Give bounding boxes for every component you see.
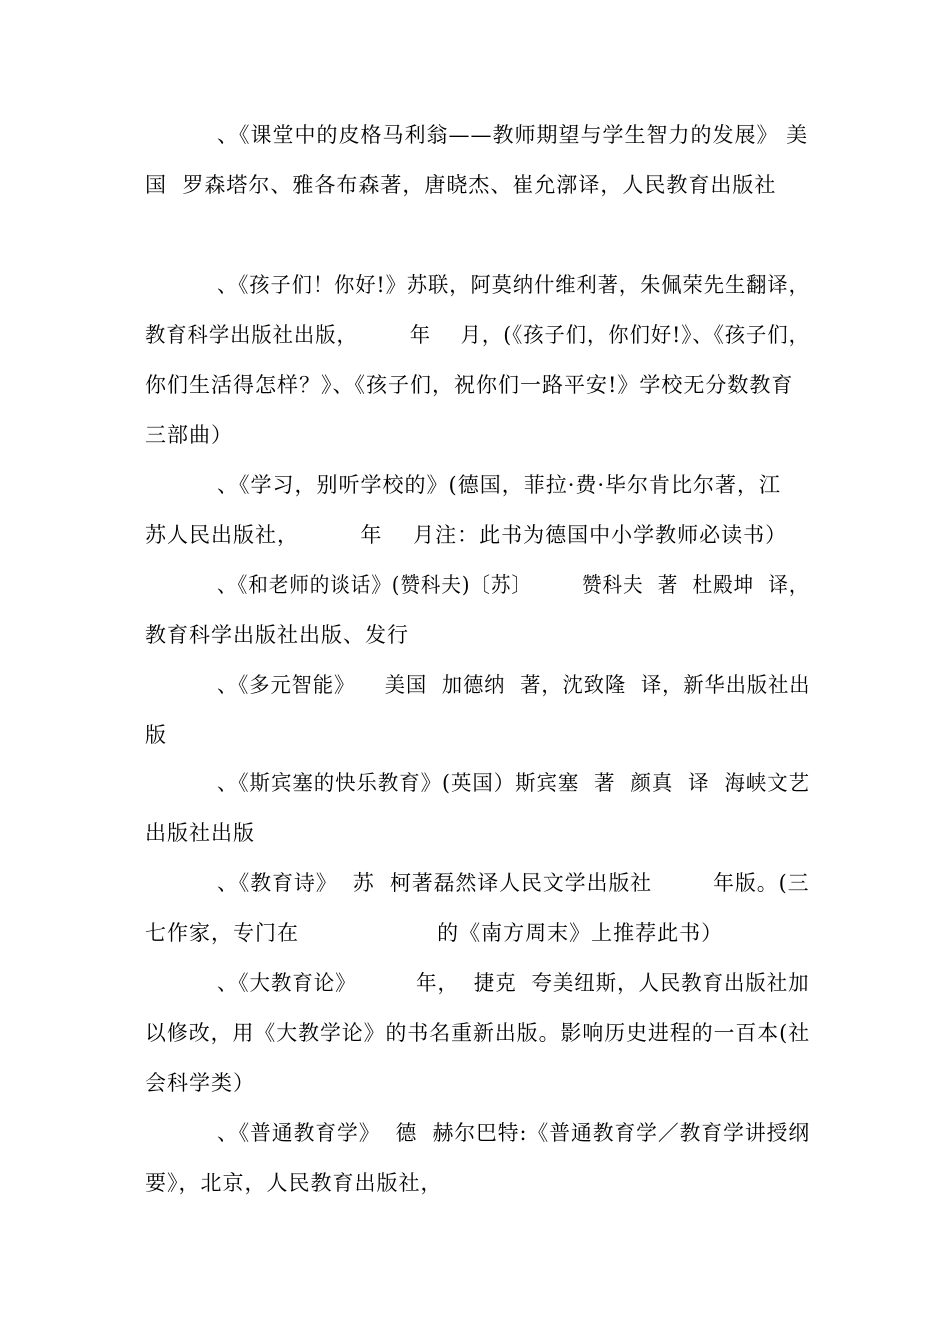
entry-line: 苏人民出版社， 年 月注：此书为德国中小学教师必读书） <box>145 523 788 547</box>
entry-line: 、《大教育论》 年， 捷克 夸美纽斯，人民教育出版社加 <box>217 971 810 995</box>
entry-line: 、《孩子们！你好!》苏联，阿莫纳什维利著，朱佩荣先生翻译， <box>217 273 810 297</box>
entry-line: 、《课堂中的皮格马利翁——教师期望与学生智力的发展》 美 <box>217 123 809 147</box>
entry-line: 教育科学出版社出版， 年 月，(《孩子们，你们好!》、《孩子们， <box>145 323 810 347</box>
entry-line: 你们生活得怎样？》、《孩子们，祝你们一路平安!》学校无分数教育 <box>145 373 794 397</box>
entry-line: 会科学类） <box>145 1071 255 1095</box>
entry-line: 教育科学出版社出版、发行 <box>145 623 409 647</box>
entry-line: 三部曲） <box>145 423 233 447</box>
entry-line: 国 罗森塔尔、雅各布森著，唐晓杰、崔允漷译，人民教育出版社 <box>145 173 777 197</box>
entry-line: 出版社出版 <box>145 821 255 845</box>
entry-line: 、《教育诗》 苏 柯著磊然译人民文学出版社 年版。(三 <box>217 871 810 895</box>
entry-line: 、《多元智能》 美国 加德纳 著，沈致隆 译，新华出版社出 <box>217 673 811 697</box>
entry-line: 、《斯宾塞的快乐教育》(英国）斯宾塞 著 颜真 译 海峡文艺 <box>217 771 811 795</box>
entry-line: 、《学习，别听学校的》(德国，菲拉·费·毕尔肯比尔著，江 <box>217 473 782 497</box>
entry-line: 版 <box>145 723 167 747</box>
entry-line: 以修改，用《大教学论》的书名重新出版。影响历史进程的一百本(社 <box>145 1021 811 1045</box>
entry-line: 、《普通教育学》 德 赫尔巴特:《普通教育学／教育学讲授纲 <box>217 1121 811 1145</box>
entry-line: 、《和老师的谈话》(赞科夫)〔苏〕 赞科夫 著 杜殿坤 译， <box>217 573 810 597</box>
entry-line: 要》，北京，人民教育出版社， <box>145 1171 443 1195</box>
entry-line: 七作家，专门在 的《南方周末》上推荐此书） <box>145 921 724 945</box>
